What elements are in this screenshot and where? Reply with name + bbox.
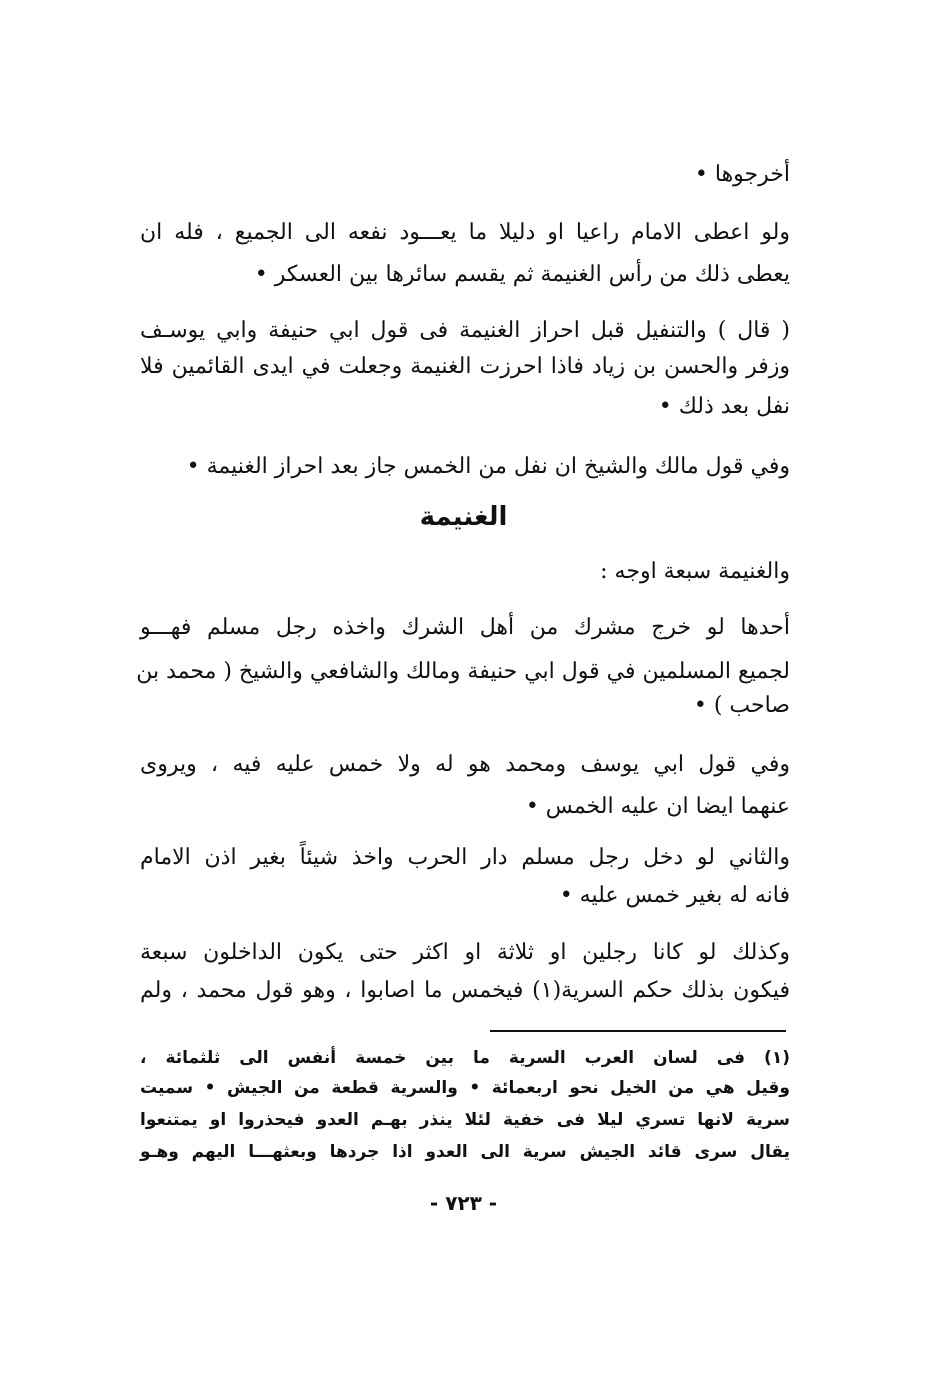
text-line: نفل بعد ذلك •	[658, 394, 790, 419]
text-line: عنهما ايضا ان عليه الخمس •	[525, 794, 790, 819]
text-line: صاحب ) •	[693, 693, 790, 718]
footnote-line: وقيل هي من الخيل نحو اربعمائة • والسرية قطعة من الجيش • سميت	[140, 1078, 790, 1098]
text-line: أخرجوها •	[694, 162, 790, 187]
text-line: وفي قول مالك والشيخ ان نفل من الخمس جاز بعد احراز الغنيمة •	[186, 454, 790, 479]
text-line: وفي قول ابي يوسف ومحمد هو له ولا خمس عليه فيه ، ويروى	[140, 752, 790, 777]
text-line: والغنيمة سبعة اوجه :	[600, 559, 790, 584]
text-line: ولو اعطى الامام راعيا او دليلا ما يعـــود نفعه الى الجميع ، فله ان	[140, 220, 790, 245]
section-heading: الغنيمة	[419, 502, 508, 532]
text-line: وزفر والحسن بن زياد فاذا احرزت الغنيمة وجعلت في ايدى القائمين فلا	[140, 354, 790, 379]
footnote-line: يقال سرى قائد الجيش سرية الى العدو اذا جردها وبعثهـــا اليهم وهـو	[140, 1142, 790, 1162]
footnote-line: سرية لانها تسري ليلا فى خفية لئلا ينذر بهـم العدو فيحذروا او يمتنعوا	[140, 1110, 790, 1130]
text-line: لجميع المسلمين في قول ابي حنيفة ومالك والشافعي والشيخ ( محمد بن	[136, 659, 790, 684]
text-line: فيكون بذلك حكم السرية(١) فيخمس ما اصابوا ، وهو قول محمد ، ولم	[140, 978, 791, 1003]
text-line: يعطى ذلك من رأس الغنيمة ثم يقسم سائرها بين العسكر •	[254, 262, 790, 287]
footnote-line: (١) فى لسان العرب السرية ما بين خمسة أنفس الى ثلثمائة ،	[140, 1048, 790, 1068]
text-line: والثاني لو دخل رجل مسلم دار الحرب واخذ شيئاً بغير اذن الامام	[140, 845, 790, 870]
footnote-separator	[490, 1030, 786, 1032]
text-line: وكذلك لو كانا رجلين او ثلاثة او اكثر حتى يكون الداخلون سبعة	[140, 940, 790, 965]
text-line: أحدها لو خرج مشرك من أهل الشرك واخذه رجل مسلم فهـــو	[140, 615, 790, 640]
text-line: فانه له بغير خمس عليه •	[559, 883, 790, 908]
text-line: ( قال ) والتنفيل قبل احراز الغنيمة فى قول ابي حنيفة وابي يوسـف	[140, 318, 790, 343]
page-number: - ٧٢٣ -	[429, 1191, 498, 1215]
